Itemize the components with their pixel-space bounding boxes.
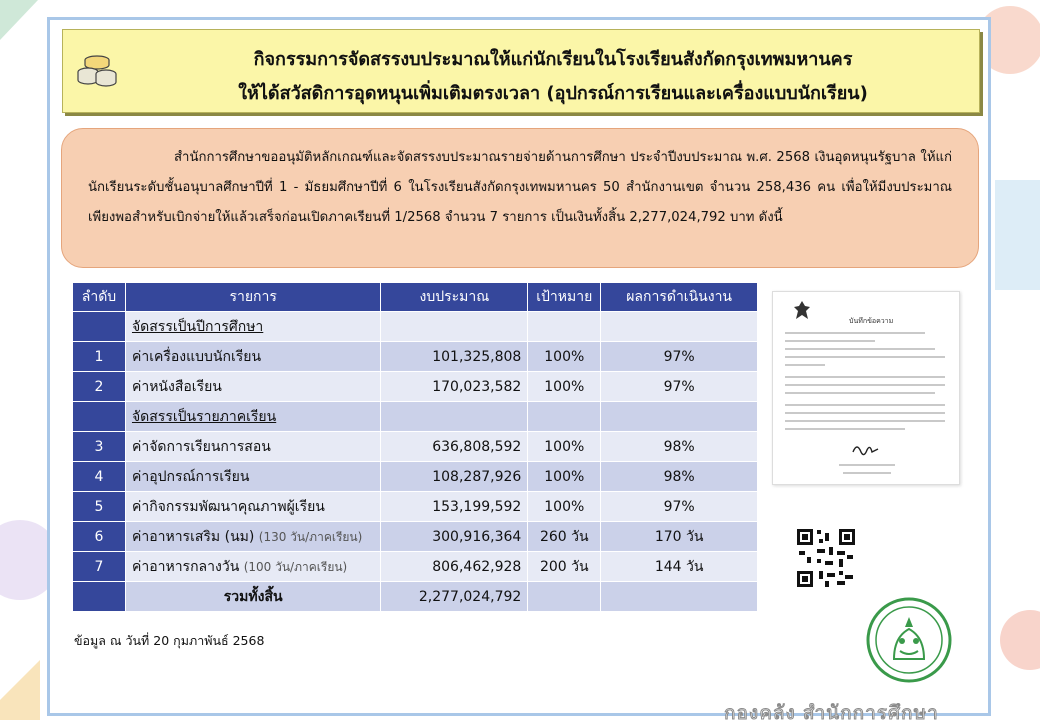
memo-document (772, 291, 960, 485)
table-row: 6 ค่าอาหารเสริม (นม) (130 วัน/ภาคเรียน) 300,916,364 260 วัน 170 วัน (73, 522, 758, 552)
header-target: เป้าหมาย (528, 283, 601, 312)
total-label: รวมทั้งสิ้น (125, 582, 380, 612)
header-item: รายการ (125, 283, 380, 312)
title-box (62, 29, 980, 113)
table-row: 7 ค่าอาหารกลางวัน (100 วัน/ภาคเรียน) 806,462,928 200 วัน 144 วัน (73, 552, 758, 582)
table-row: 4 ค่าอุปกรณ์การเรียน 108,287,926 100% 98% (73, 462, 758, 492)
table-row: 1 ค่าเครื่องแบบนักเรียน 101,325,808 100% 97% (73, 342, 758, 372)
title-line-2: ให้ได้สวัสดิการอุดหนุนเพิ่มเติมตรงเวลา (อุปกรณ์การเรียนและเครื่องแบบนักเรียน) (238, 83, 868, 104)
bma-seal-logo (866, 597, 952, 683)
header-no: ลำดับ (73, 283, 126, 312)
header-budget: งบประมาณ (381, 283, 528, 312)
group-title-2: จัดสรรเป็นรายภาคเรียน (125, 402, 380, 432)
data-date: ข้อมูล ณ วันที่ 20 กุมภาพันธ์ 2568 (74, 633, 265, 648)
group-title-1: จัดสรรเป็นปีการศึกษา (125, 312, 380, 342)
qr-code-icon (795, 527, 857, 589)
intro-paragraph: สำนักการศึกษาขออนุมัติหลักเกณฑ์และจัดสรรงบประมาณรายจ่ายด้านการศึกษา ประจำปีงบประมาณ พ.ศ. 2568 เงินอุดหนุนรัฐบาล ให้แก่นักเรียนระดับชั้นอนุบาลศึกษาปีที่ 1 - มัธยมศึกษาปีที่ 6 ในโรงเรียนสังกัดกรุงเทพมหานคร 50 สำนักงานเขต จำนวน 258,436 คน เพื่อให้มีงบประมาณเพียงพอสำหรับเบิกจ่ายให้แล้วเสร็จก่อนเปิดภาคเรียนที่ 1/2568 จำนวน 7 รายการ เป็นเงินทั้งสิ้น 2,277,024,792 บาท ดังนี้ (88, 150, 952, 225)
header-result: ผลการดำเนินงาน (601, 283, 758, 312)
memo-title: บันทึกข้อความ (849, 317, 894, 325)
table-header-row (73, 283, 758, 312)
group-row (73, 402, 758, 432)
footer-text: กองคลัง สำนักการศึกษา (724, 702, 939, 724)
table-row: 5 ค่ากิจกรรมพัฒนาคุณภาพผู้เรียน 153,199,592 100% 97% (73, 492, 758, 522)
coins-icon (77, 54, 117, 88)
total-budget: 2,277,024,792 (381, 582, 528, 612)
total-row (73, 582, 758, 612)
intro-box (61, 128, 979, 268)
group-no-cell (73, 312, 126, 342)
garuda-emblem-icon (793, 300, 811, 320)
table-row: 3 ค่าจัดการเรียนการสอน 636,808,592 100% 98% (73, 432, 758, 462)
group-row (73, 312, 758, 342)
signature-icon (851, 442, 881, 456)
title-line-1: กิจกรรมการจัดสรรงบประมาณให้แก่นักเรียนในโรงเรียนสังกัดกรุงเทพมหานคร (253, 49, 853, 70)
budget-table (72, 282, 758, 612)
table-row: 2 ค่าหนังสือเรียน 170,023,582 100% 97% (73, 372, 758, 402)
